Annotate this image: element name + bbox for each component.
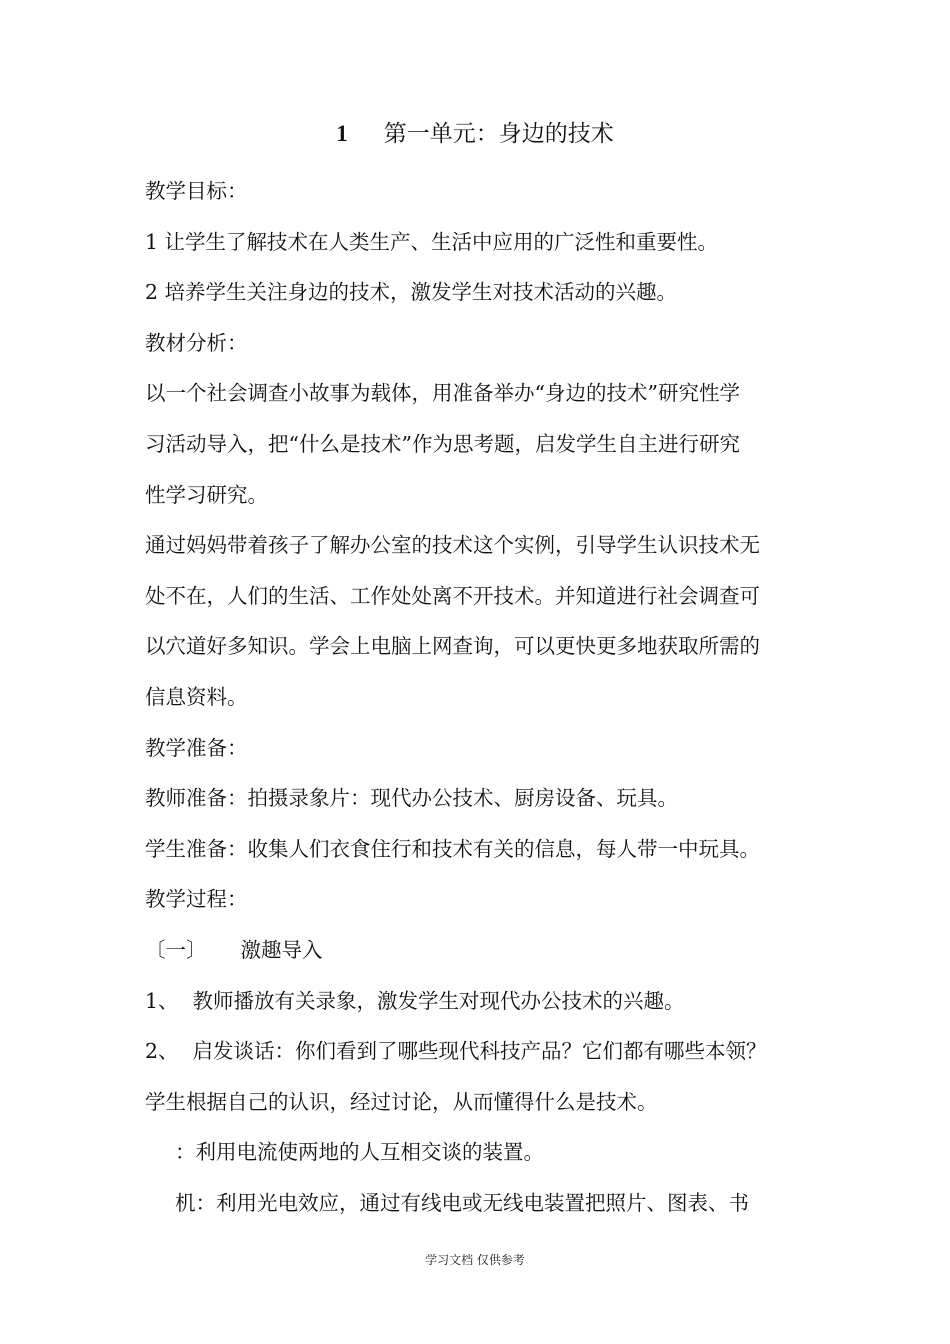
process-item-1 (145, 976, 815, 1027)
analysis-paragraph-2-line-2: 处不在，人们的生活、工作处处离不开技术。并知道进行社会调查可 (145, 583, 760, 608)
student-preparation: 学生准备：收集人们衣食住行和技术有关的信息，每人带一中玩具。 (145, 836, 760, 861)
analysis-paragraph-1-line-2: 习活动导入，把“什么是技术”作为思考题，启发学生自主进行研究 (145, 431, 740, 456)
unit-number: 1 (336, 121, 348, 146)
process-item-2-continuation: 学生根据自己的认识，经过讨论，从而懂得什么是技术。 (145, 1089, 658, 1114)
process-item-1-text: 教师播放有关录象，激发学生对现代办公技术的兴趣。 (192, 988, 685, 1013)
analysis-paragraph-2-line-3: 以穴道好多知识。学会上电脑上网查询，可以更快更多地获取所需的 (145, 634, 760, 659)
process-item-2-number: 2、 (145, 1039, 179, 1064)
page-title (0, 116, 950, 152)
preparation-heading: 教学准备： (145, 735, 248, 760)
document-body (145, 166, 815, 1228)
objective-item-1: 1 让学生了解技术在人类生产、生活中应用的广泛性和重要性。 (145, 229, 719, 254)
unit-title: 第一单元：身边的技术 (383, 121, 614, 147)
process-item-2 (145, 1026, 815, 1077)
process-heading: 教学过程： (145, 887, 248, 912)
analysis-paragraph-2-line-4: 信息资料。 (145, 684, 248, 709)
objectives-heading: 教学目标： (145, 179, 248, 203)
analysis-paragraph-1-line-1: 以一个社会调查小故事为载体，用准备举办“身边的技术”研究性学 (145, 381, 740, 406)
step-1-heading (145, 925, 815, 976)
analysis-paragraph-1-line-3: 性学习研究。 (145, 482, 268, 507)
definition-fax: 机：利用光电效应，通过有线电或无线电装置把照片、图表、书 (175, 1190, 749, 1215)
analysis-heading: 教材分析： (145, 330, 248, 355)
objective-item-2: 2 培养学生关注身边的技术，激发学生对技术活动的兴趣。 (145, 280, 678, 305)
definition-telephone: ：利用电流使两地的人互相交谈的装置。 (175, 1140, 544, 1165)
process-item-2-text: 启发谈话：你们看到了哪些现代科技产品？它们都有哪些本领？ (192, 1039, 767, 1064)
step-1-label: 〔一〕 (145, 937, 207, 962)
step-1-text: 激趣导入 (240, 937, 323, 962)
teacher-preparation: 教师准备：拍摄录象片：现代办公技术、厨房设备、玩具。 (145, 786, 678, 811)
page-footer: 学习文档 仅供参考 (425, 1253, 525, 1267)
process-item-1-number: 1、 (145, 988, 179, 1013)
analysis-paragraph-2-line-1: 通过妈妈带着孩子了解办公室的技术这个实例，引导学生认识技术无 (145, 533, 760, 558)
